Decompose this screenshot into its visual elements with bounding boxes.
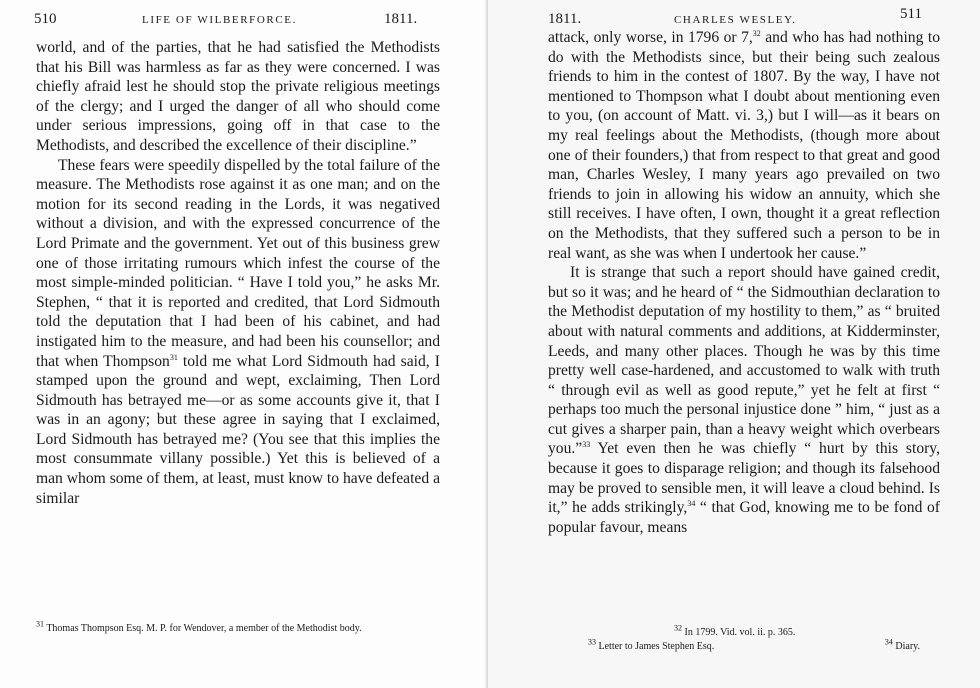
footnote-31-text: Thomas Thompson Esq. M. P. for Wendover, a member of the Methodist body. bbox=[46, 623, 362, 634]
footnote-34-mark: 34 bbox=[884, 637, 893, 647]
left-paragraph-2 bbox=[36, 156, 440, 509]
left-page-number: 510 bbox=[34, 11, 57, 27]
footnote-32-text: In 1799. Vid. vol. ii. p. 365. bbox=[684, 627, 796, 638]
right-running-head bbox=[548, 0, 948, 28]
left-running-year: 1811. bbox=[384, 11, 418, 27]
right-running-year: 1811. bbox=[548, 11, 582, 27]
right-paragraph-1 bbox=[548, 28, 940, 263]
footnote-34 bbox=[884, 637, 920, 654]
left-paragraph-1: world, and of the parties, that he had satisfied the Methodists that his Bill was harmless as far as they were concerned. I was chiefly afraid lest he should stop the private religious meetings of the clergy; and I urged the danger of all who should come under serious impressions, going off in that case to the Methodists, and described the excellence of their discipline.” bbox=[36, 39, 440, 154]
left-footnotes bbox=[36, 619, 440, 636]
right-paragraph-2 bbox=[548, 263, 940, 537]
footnote-ref-32: 32 bbox=[752, 28, 761, 38]
right-paragraph-1-text-a: attack, only worse, in 1796 or 7, bbox=[548, 29, 753, 46]
footnote-ref-33: 33 bbox=[582, 440, 591, 450]
right-page-number: 511 bbox=[900, 6, 922, 22]
right-paragraph-2-text-a: It is strange that such a report should have gained credit, but so it was; and he heard of “ the Sidmouthian declaration to the Methodist deputation of my hostility to them,” as “ bruited about with natural comments and additions, at Kidderminster, Leeds, and many other places. Though he was by this time pretty well case-hardened, and accustomed to walk with truth “ through evil as well as good repute,” yet he felt at first “ perhaps too much the personal injustice done ” him, “ just as a cut gives a sharper pain, than a heavy weight which overbears you.” bbox=[548, 264, 940, 458]
footnote-33 bbox=[588, 637, 715, 654]
left-page bbox=[0, 0, 488, 688]
left-running-head bbox=[34, 0, 444, 28]
footnote-33-mark: 33 bbox=[588, 637, 596, 647]
footnote-ref-31: 31 bbox=[169, 352, 178, 362]
left-running-title: LIFE OF WILBERFORCE. bbox=[142, 14, 297, 26]
footnote-31 bbox=[36, 619, 440, 636]
right-running-title: CHARLES WESLEY. bbox=[674, 14, 797, 26]
right-footnotes bbox=[548, 623, 940, 654]
footnote-34-text: Diary. bbox=[895, 641, 920, 652]
footnote-ref-34: 34 bbox=[687, 499, 696, 509]
footnote-32 bbox=[548, 623, 940, 640]
footnote-32-mark: 32 bbox=[674, 623, 682, 633]
left-body-text bbox=[36, 38, 440, 508]
left-paragraph-2-text: These fears were speedily dispelled by the total failure of the measure. The Methodists rose against it as one man; and on the motion for its second reading in the Lords, it was negatived without a division, and with the expressed concurrence of the Lord Primate and the government. Yet out of this business grew one of those irritating rumours which infest the course of the most simple-minded politician. “ Have I told you,” he asks Mr. Stephen, “ that it is reported and credited, that Lord Sidmouth told the deputation that I had been of his cabinet, and had instigated him to the measure, and had been his counsellor; and that when Thompson bbox=[36, 156, 440, 370]
left-paragraph-2-continued: told me what Lord Sidmouth had said, I stamped upon the ground and wept, exclaiming, Then Lord Sidmouth has betrayed me—or as some accounts give it, that I was in an agony; but these agree in saying that I exclaimed, Lord Sidmouth has betrayed me? (You see that this implies the most consummate villany possible.) Yet this is believed of a man whom some of them, at least, must know to have defeated a similar bbox=[36, 352, 440, 507]
footnote-33-text: Letter to James Stephen Esq. bbox=[598, 641, 715, 652]
right-paragraph-1-text-b: and who has had nothing to do with the Methodists since, but their being such zealous friends to him in the contest of 1807. By the way, I have not mentioned to Thompson what I doubt about mentioning even to you, (on account of Matt. vi. 3,) but I will—as it bears on my real feelings about the Methodists, (though more about one of their founders,) that from respect to that great and good man, Charles Wesley, I many years ago prevailed on two friends to join in allowing his widow an annuity, which she still receives. I have often, I own, thought it a great reflection on the Methodists, that they suffered such a person to be in real want, as she was when I undertook her cause.” bbox=[548, 29, 940, 262]
footnote-row-33-34 bbox=[548, 637, 940, 654]
footnote-31-mark: 31 bbox=[36, 619, 44, 629]
right-paragraph-2-text-c: “ that God, knowing me to be fond of popular favour, means bbox=[548, 499, 940, 536]
right-body-text bbox=[548, 28, 940, 537]
right-paragraph-2-text-b: Yet even then he was chiefly “ hurt by this story, because it goes to disparage religion; and though its falsehood may be proved to sensible men, it will leave a cloud behind. Is it,” he adds strikingly, bbox=[548, 440, 940, 517]
